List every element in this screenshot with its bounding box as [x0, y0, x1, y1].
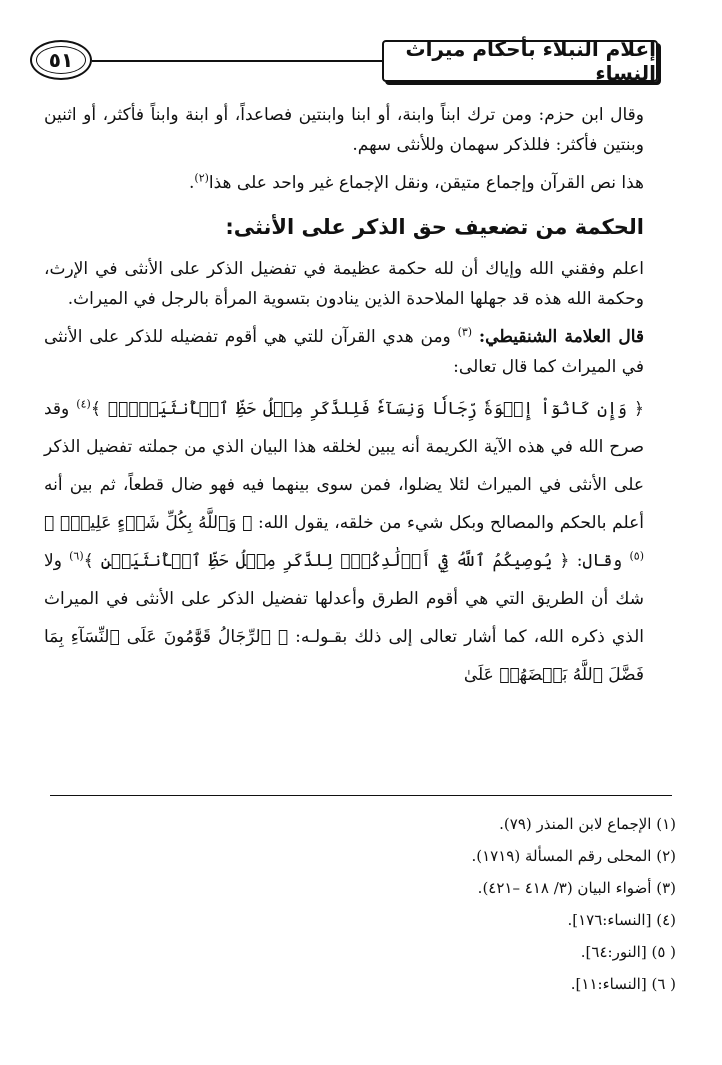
- verse-nur-64: ﴿ وَٱللَّهُ بِكُلِّ شَيۡءٍ عَلِيمُۢ ﴾: [44, 513, 253, 533]
- footnote-6: ( ٦) [النساء:١١].: [570, 975, 676, 993]
- footnote-ref-6: (٦): [69, 549, 84, 563]
- footnote-2: (٢) المحلى رقم المسألة (١٧١٩).: [471, 847, 676, 865]
- shinqiti-label: قال العلامة الشنقيطي:: [478, 327, 644, 347]
- verses-commentary-3: ولا شك أن الطريق التي هي أقوم الطرق وأعدلها تفضيل الذكر على الأنثى في الميراث الذي ذكره الله، كما أشار تعالى إلى ذلك بقـولـه:: [44, 551, 644, 647]
- page-number-frame: [30, 40, 92, 80]
- footnote-5: ( ٥) [النور:٦٤].: [580, 943, 676, 961]
- paragraph-wisdom: اعلم وفقني الله وإياك أن لله حكمة عظيمة في تفضيل الذكر على الأنثى في الإرث، وحكمة الله هذه قد جهلها الملاحدة الذين ينادون بتسوية المرأة بالرجل في الميراث.: [44, 259, 644, 309]
- footnote-divider: [50, 795, 672, 796]
- footnote-ref-2: (٢): [194, 171, 209, 185]
- main-text: [44, 100, 678, 694]
- footnote-4: (٤) [النساء:١٧٦].: [567, 911, 676, 929]
- shinqiti-text: ومن هدي القرآن للتي هي أقوم تفضيله للذكر على الأنثى في الميراث كما قال تعالى:: [44, 327, 644, 377]
- footnote-3: (٣) أضواء البيان (٣/ ٤١٨ –٤٢١).: [477, 879, 676, 897]
- footnote-ref-5: (٥): [629, 549, 644, 563]
- paragraph-shinqiti: [44, 322, 678, 382]
- paragraph-ijma: [44, 168, 678, 198]
- header-rule: [92, 60, 382, 62]
- paragraph-ibn-hazm: وقال ابن حزم: ومن ترك ابناً وابنة، أو ابنا وابنتين فصاعداً، أو ابنة وابناً فأكثر، أو اثنين وبنتين فأكثر: فللذكر سهمان وللأنثى سهم.: [44, 105, 644, 155]
- verse-nisa-11: ﴿ يُوصِيكُمُ ٱللَّهُ فِيٓ أَوۡلَٰدِكُمۡۖ لِلذَّكَرِ مِثۡلُ حَظِّ ٱلۡأُنثَيَيۡنِ ﴾: [83, 551, 570, 571]
- page-number: ٥١: [48, 48, 74, 72]
- paragraph-ijma-end: .: [188, 173, 195, 193]
- footnote-ref-4: (٤): [76, 397, 91, 411]
- verses-commentary-1: وقد صرح الله في هذه الآية الكريمة أنه يبين لخلقه هذا البيان الذي من جملته تفضيل الذكر على الأنثى في الميراث لئلا يضلوا، فمن سوى بينهما فيه فهو ضال قطعاً، ثم بين أنه أعلم بالحكم والمصالح وبكل شيء من خلقه، يقول الله:: [44, 399, 644, 533]
- paragraph-ijma-text: هذا نص القرآن وإجماع متيقن، ونقل الإجماع غير واحد على هذا: [208, 173, 644, 193]
- verse-nisa-176: ﴿ وَإِن كَانُوٓاْ إِخۡوَةٗ رِّجَالٗا وَنِسَآءٗ فَلِلذَّكَرِ مِثۡلُ حَظِّ ٱلۡأُنثَيَيۡنِۗ ﴾: [90, 399, 644, 419]
- verses-commentary-2: وقال:: [569, 551, 630, 571]
- book-title: إعلام النبلاء بأحكام ميراث النساء: [405, 37, 656, 85]
- paragraph-verses: [44, 390, 678, 694]
- footnotes: [44, 808, 676, 1000]
- footnote-ref-3: (٣): [457, 325, 473, 339]
- verse-nisa-34: ﴿ ٱلرِّجَالُ قَوَّٰمُونَ عَلَى ٱلنِّسَآءِ بِمَا فَضَّلَ ٱللَّهُ بَعۡضَهُمۡ عَلَىٰ: [44, 627, 644, 685]
- section-heading: الحكمة من تضعيف حق الذكر على الأنثى:: [225, 215, 644, 239]
- footnote-1: (١) الإجماع لابن المنذر (٧٩).: [499, 815, 676, 833]
- running-header: [382, 37, 658, 85]
